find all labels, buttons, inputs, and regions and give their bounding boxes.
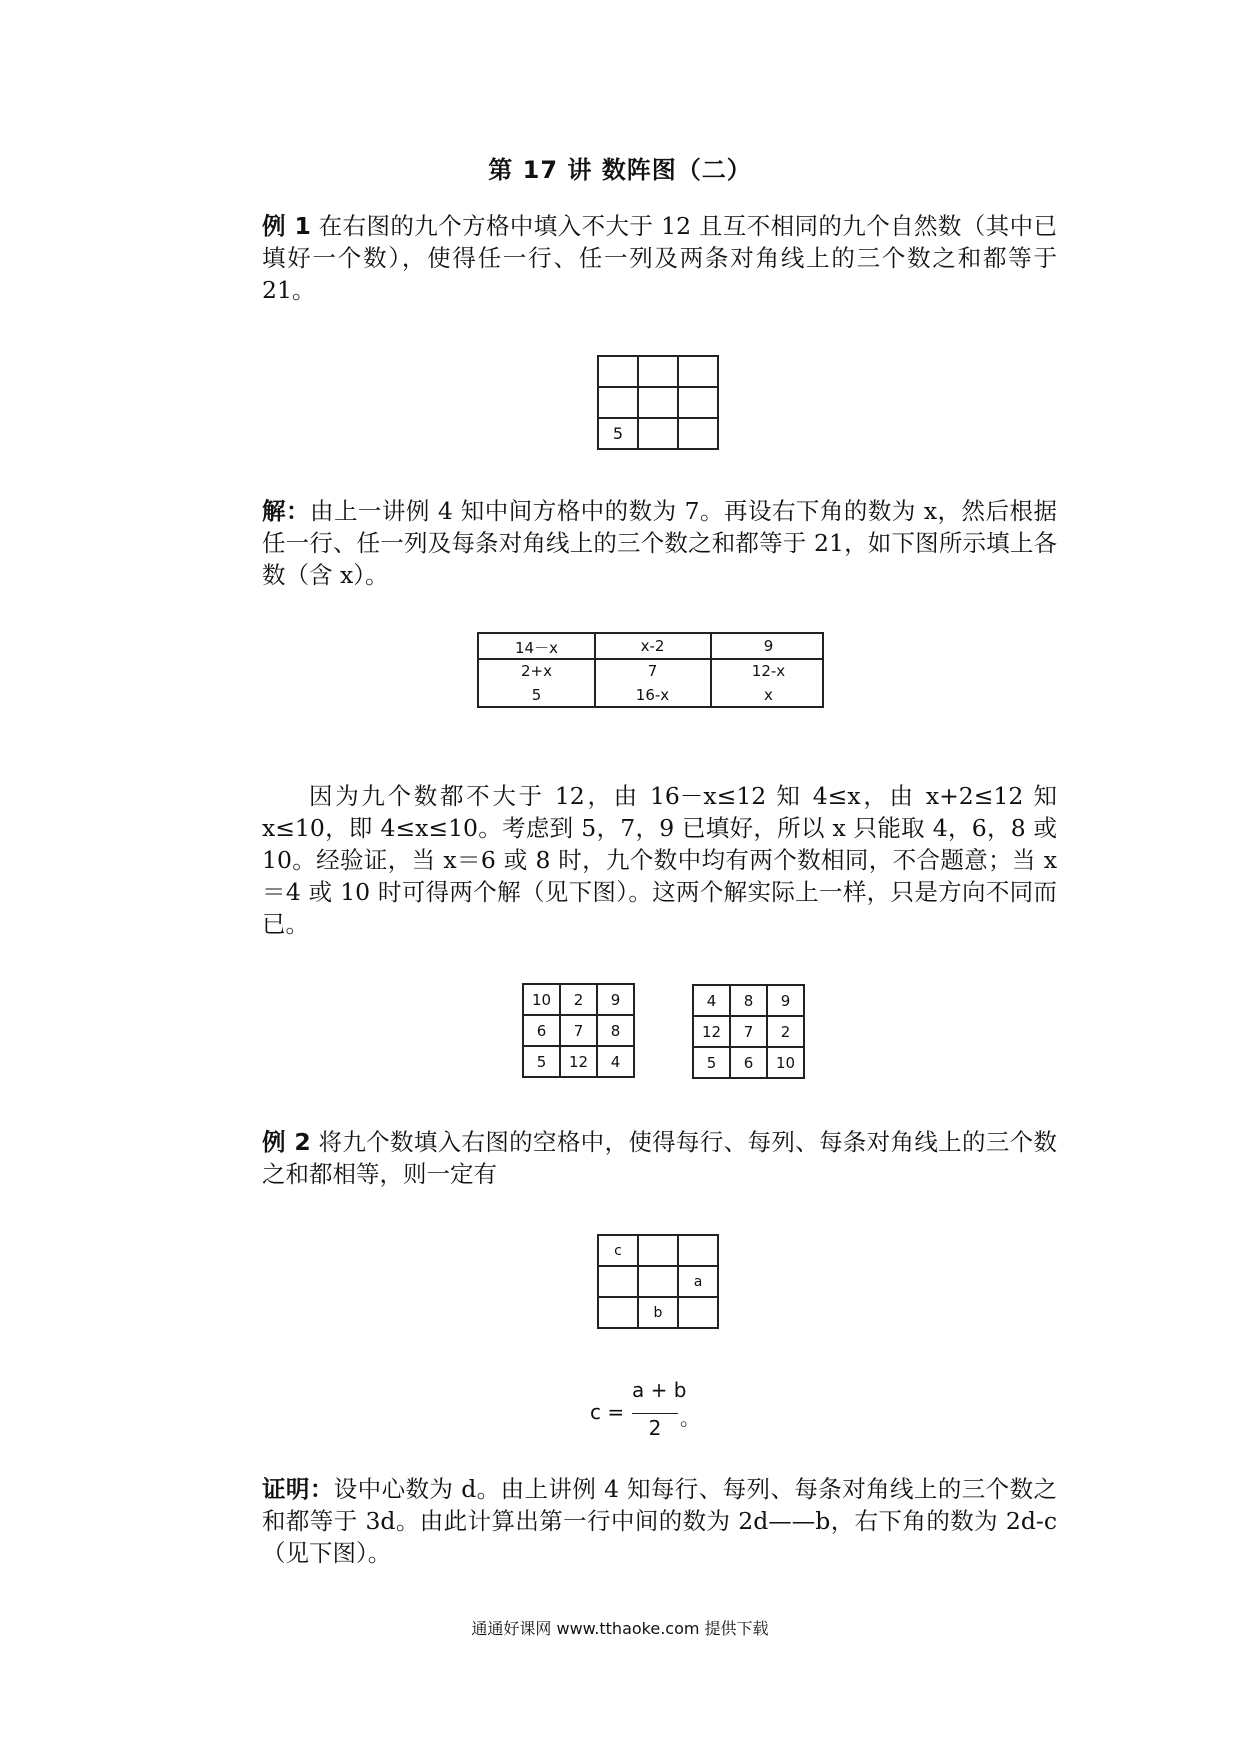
grid-cell: 5 <box>523 1046 560 1077</box>
solution-1-text: 由上一讲例 4 知中间方格中的数为 7。再设右下角的数为 x，然后根据任一行、任一列及每条对角线上的三个数之和都等于 21，如下图所示填上各数（含 x）。 <box>262 497 1057 589</box>
grid-cell: 7 <box>560 1015 597 1046</box>
grid-cell <box>638 356 678 387</box>
grid-cell: 10 <box>523 984 560 1015</box>
grid-cell: 5 <box>693 1047 730 1078</box>
grid-cell <box>598 1297 638 1328</box>
grid-cell <box>598 356 638 387</box>
expression-cell: 9 <box>763 637 774 655</box>
solution-1-paragraph <box>262 495 1057 591</box>
expression-cell: 12-x <box>751 662 786 680</box>
formula-end: 。 <box>680 1406 700 1430</box>
solution-grid-x10 <box>522 983 635 1078</box>
grid-cell <box>678 1235 718 1266</box>
grid-cell: 9 <box>597 984 634 1015</box>
proof-text: 设中心数为 d。由上讲例 4 知每行、每列、每条对角线上的三个数之和都等于 3d。由此计算出第一行中间的数为 2d——b，右下角的数为 2d-c（见下图）。 <box>262 1475 1058 1567</box>
grid-cell: 2 <box>767 1016 804 1047</box>
expression-cell: 5 <box>531 686 542 704</box>
example-2-text: 将九个数填入右图的空格中，使得每行、每列、每条对角线上的三个数之和都相等，则一定有 <box>262 1128 1057 1188</box>
page-title: 第 17 讲 数阵图（二） <box>488 156 752 184</box>
grid-cell: 9 <box>767 985 804 1016</box>
grid-cell: 6 <box>730 1047 767 1078</box>
grid-cell: 8 <box>730 985 767 1016</box>
grid-cell <box>638 418 678 449</box>
grid-cell <box>678 387 718 418</box>
grid-cell <box>598 1266 638 1297</box>
grid-cell <box>678 356 718 387</box>
grid-cell: 7 <box>730 1016 767 1047</box>
grid-cell: 8 <box>597 1015 634 1046</box>
grid-cell: 6 <box>523 1015 560 1046</box>
grid-cell <box>678 1297 718 1328</box>
grid-cell <box>638 1235 678 1266</box>
grid-cell <box>598 387 638 418</box>
example-2-paragraph <box>262 1126 1057 1190</box>
footer: 通通好课网 www.tthaoke.com 提供下载 <box>471 1619 769 1638</box>
proof-label: 证明： <box>262 1475 334 1503</box>
grid-cell <box>678 418 718 449</box>
expression-cell: x-2 <box>640 637 665 655</box>
example-1-text: 在右图的九个方格中填入不大于 12 且互不相同的九个自然数（其中已填好一个数），使得任一行、任一列及两条对角线上的三个数之和都等于 21。 <box>262 212 1057 304</box>
formula-numerator: a + b <box>632 1378 687 1402</box>
solution-grid-x4 <box>692 984 805 1079</box>
proof-paragraph <box>262 1473 1057 1569</box>
expression-cell: 14－x <box>515 639 558 657</box>
grid-cell: c <box>598 1235 638 1266</box>
expression-cell: 2+x <box>521 662 552 680</box>
solution-label: 解： <box>262 497 310 525</box>
grid-cell: 2 <box>560 984 597 1015</box>
example-2-label: 例 2 <box>262 1128 311 1156</box>
grid-cell: 4 <box>597 1046 634 1077</box>
expression-cell: x <box>764 686 773 704</box>
grid-cell: 4 <box>693 985 730 1016</box>
formula-denominator: 2 <box>648 1416 662 1440</box>
expression-cell: 16-x <box>635 686 670 704</box>
grid-cell: 12 <box>693 1016 730 1047</box>
grid-cell: 12 <box>560 1046 597 1077</box>
fraction-bar <box>632 1413 678 1414</box>
grid-cell: b <box>638 1297 678 1328</box>
expression-grid <box>477 632 824 708</box>
expression-cell: 7 <box>647 662 658 680</box>
reasoning-paragraph: 因为九个数都不大于 12，由 16－x≤12 知 4≤x，由 x+2≤12 知 x≤10，即 4≤x≤10。考虑到 5，7，9 已填好，所以 x 只能取 4，6，8 或 10。经验证，当 x＝6 或 8 时，九个数中均有两个数相同，不合题意；当 x＝4 或 10 时可得两个解（见下图）。这两个解实际上一样，只是方向不同而已。 <box>262 782 1057 938</box>
grid-cell <box>638 387 678 418</box>
grid-cell: 10 <box>767 1047 804 1078</box>
grid-cell <box>638 1266 678 1297</box>
grid-cell: 5 <box>598 418 638 449</box>
example-2-grid <box>597 1234 719 1329</box>
grid-cell: a <box>678 1266 718 1297</box>
example-1-paragraph <box>262 210 1057 306</box>
example-1-label: 例 1 <box>262 212 311 240</box>
formula-lhs: c = <box>590 1400 625 1424</box>
example-1-grid <box>597 355 719 450</box>
